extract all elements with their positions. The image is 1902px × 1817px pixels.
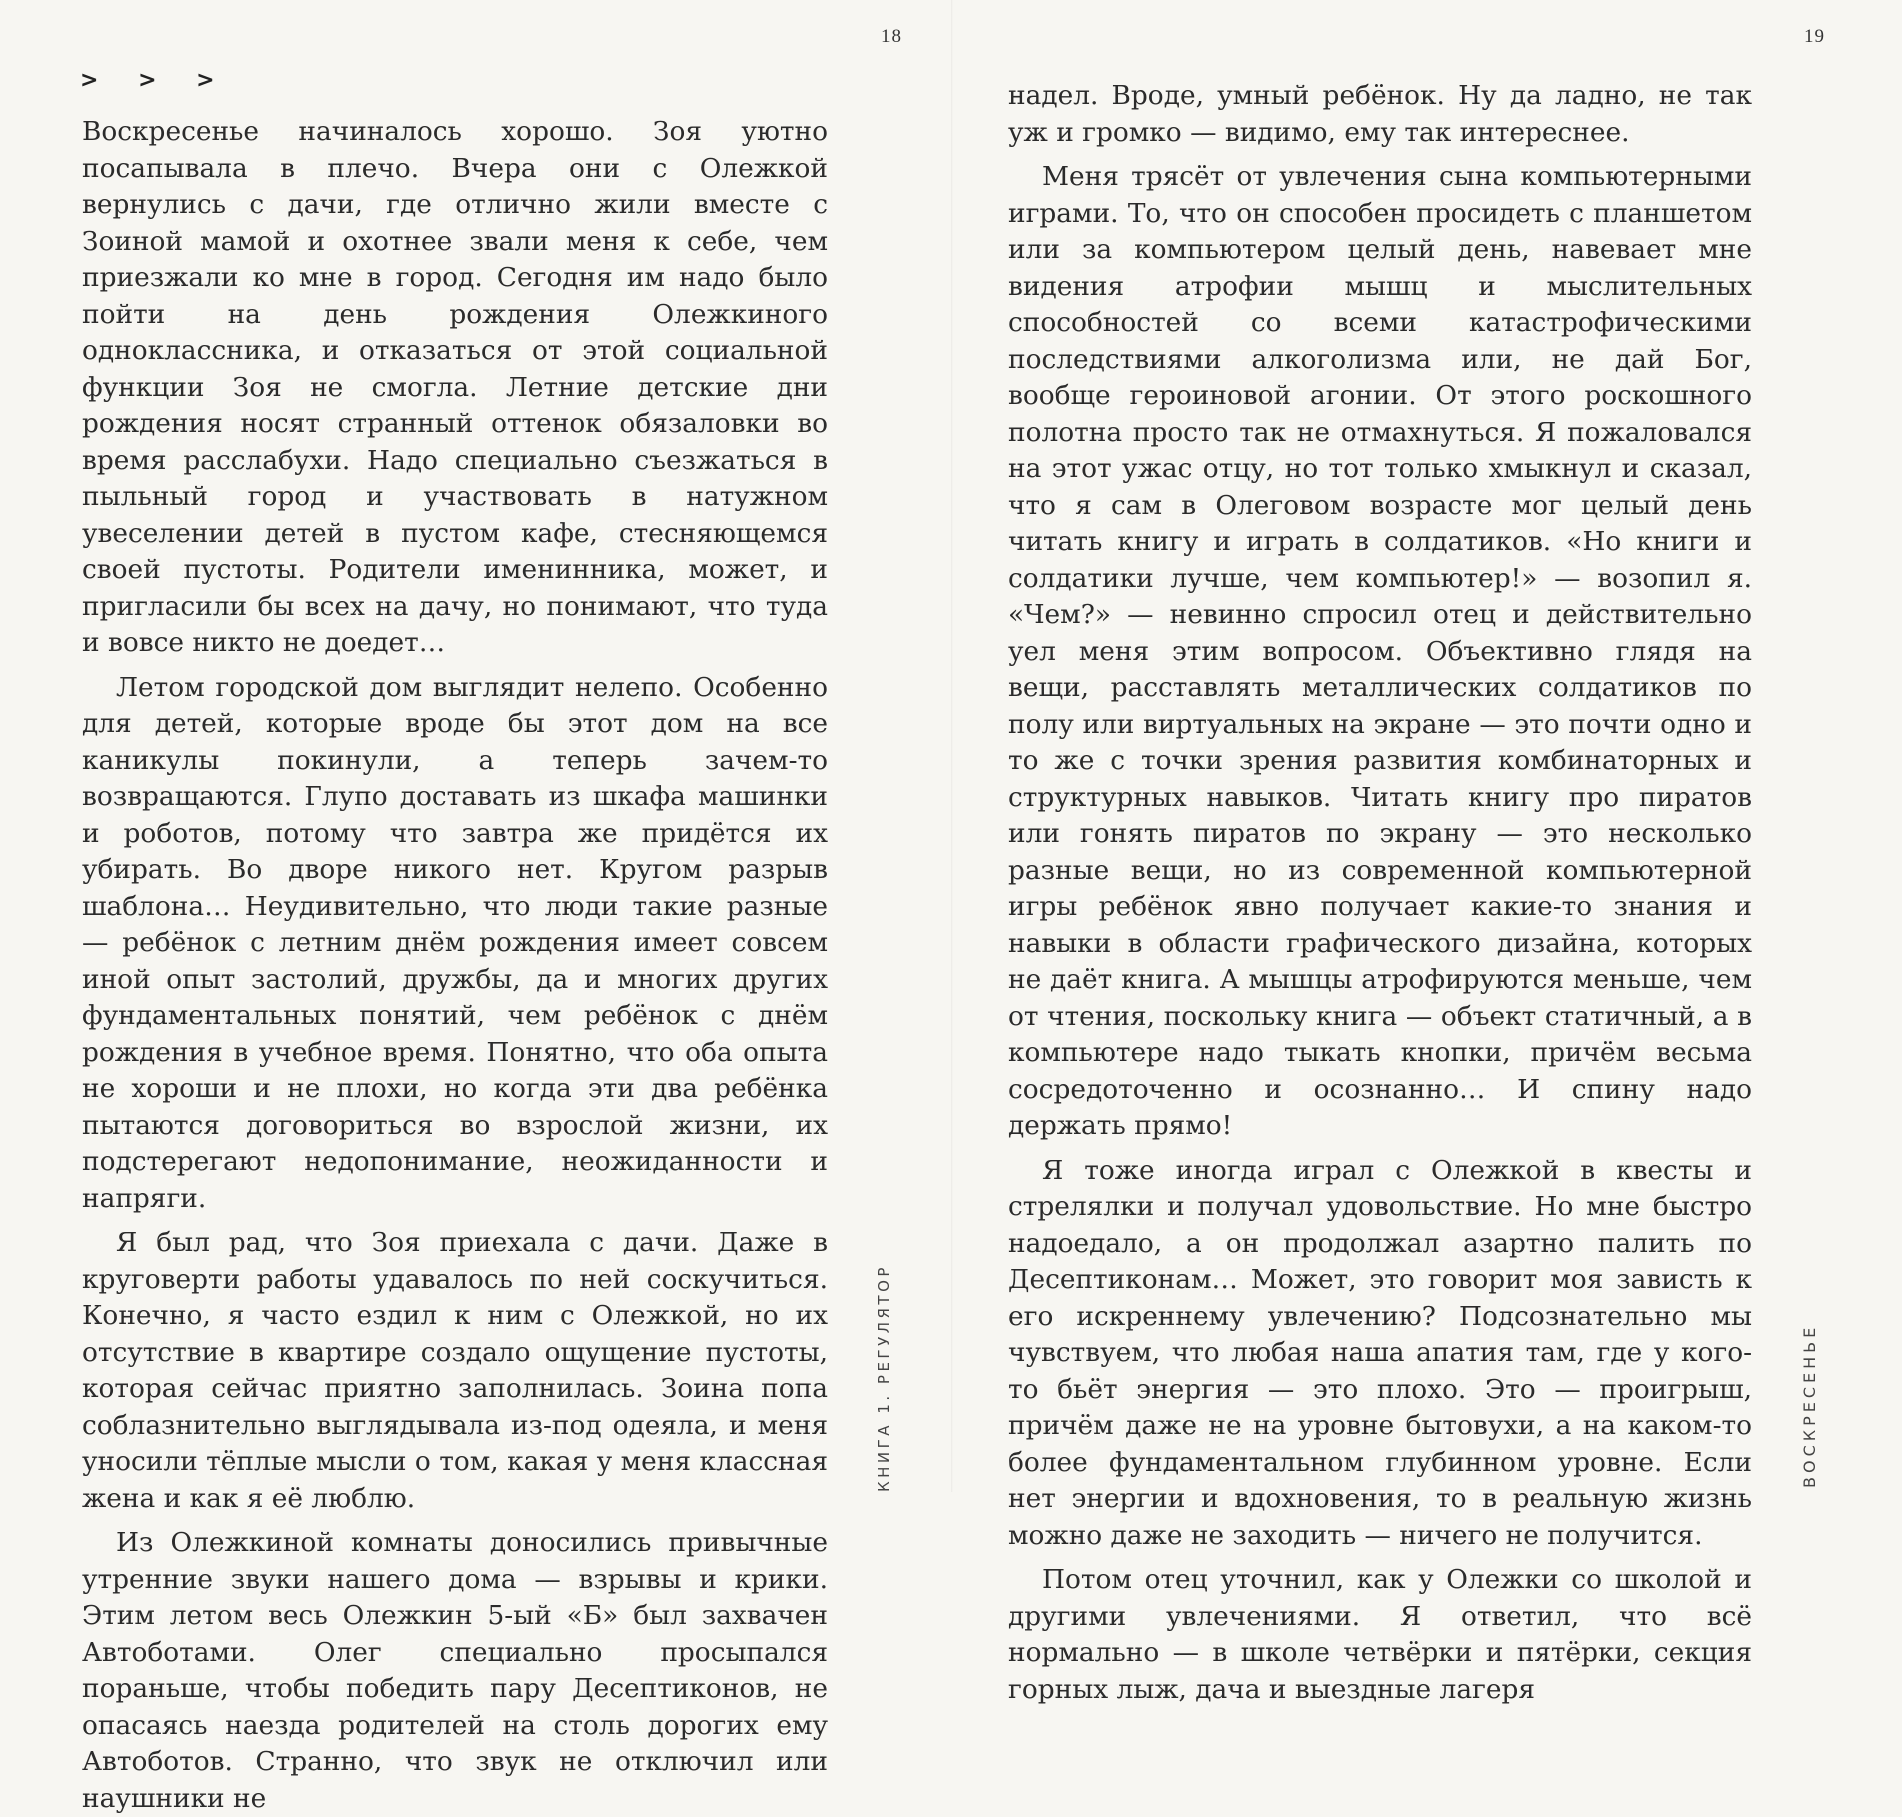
paragraph: Летом городской дом выглядит нелепо. Особенно для детей, которые вроде бы этот дом на все каникулы покинули, а теперь зачем-то возвращаются. Глупо доставать из шкафа машинки и роботов, потому что завтра же придётся их убирать. Во дворе никого нет. Кругом разрыв шаблона… Неудивительно, что люди такие разные — ребёнок с летним днём рождения имеет совсем иной опыт застолий, дружбы, да и многих других фундаментальных понятий, чем ребёнок с днём рождения в учебное время. Понятно, что оба опыта не хороши и не плохи, но когда эти два ребёнка пытаются договориться во взрослой жизни, их подстерегают недопонимание, неожиданности и напряги.	[82, 671, 828, 1214]
paragraph: Потом отец уточнил, как у Олежки со школой и другими увлечениями. Я ответил, что всё нормально — в школе четвёрки и пятёрки, секция горных лыж, дача и выездные лагеря	[1008, 1564, 1752, 1705]
paragraph: Я был рад, что Зоя приехала с дачи. Даже в круговерти работы удавалось по ней соскучиться. Конечно, я часто ездил к ним с Олежкой, но их отсутствие в квартире создало ощущение пустоты, которая сейчас приятно заполнилась. Зоина попа соблазнительно выглядывала из-под одеяла, и меня уносили тёплые мысли о том, какая у меня классная жена и как я её люблю.	[82, 1227, 828, 1514]
paragraph: Я тоже иногда играл с Олежкой в квесты и стрелялки и получал удовольствие. Но мне быстро надоедало, а он продолжал азартно палить по Десептиконам… Может, это говорит моя зависть к его искреннему увлечению? Подсознательно мы чувствуем, что любая наша апатия там, где у кого-то бьёт энергия — это плохо. Это — проигрыш, причём даже не на уровне бытовухи, а на каком-то более фундаментальном глубинном уровне. Если нет энергии и вдохновения, то в реальную жизнь можно даже не заходить — ничего не получится.	[1008, 1154, 1752, 1551]
paragraph: Из Олежкиной комнаты доносились привычные утренние звуки нашего дома — взрывы и крики. Этим летом весь Олежкин 5-ый «Б» был захвачен Автоботами. Олег специально просыпался пораньше, чтобы победить пару Десептиконов, не опасаясь наезда родителей на столь дорогих ему Автоботов. Странно, что звук не отключил или наушники не	[82, 1527, 828, 1814]
section-marker: > > >	[80, 68, 231, 93]
left-page-text	[82, 114, 828, 1817]
page-gutter	[951, 0, 953, 1492]
right-page-number: 19	[1804, 26, 1825, 47]
left-page-number: 18	[881, 26, 902, 47]
left-running-head: КНИГА 1. РЕГУЛЯТОР	[875, 1264, 893, 1492]
right-page-text	[1008, 78, 1752, 1708]
paragraph: Меня трясёт от увлечения сына компьютерными играми. То, что он способен просидеть с планшетом или за компьютером целый день, навевает мне видения атрофии мышц и мыслительных способностей со всеми катастрофическими последствиями алкоголизма или, не дай Бог, вообще героиновой агонии. От этого роскошного полотна просто так не отмахнуться. Я пожаловался на этот ужас отцу, но тот только хмыкнул и сказал, что я сам в Олеговом возрасте мог целый день читать книгу и играть в солдатиков. «Но книги и солдатики лучше, чем компьютер!» — возопил я. «Чем?» — невинно спросил отец и действительно уел меня этим вопросом. Объективно глядя на вещи, расставлять металлических солдатиков по полу или виртуальных на экране — это почти одно и то же с точки зрения развития комбинаторных и структурных навыков. Читать книгу про пиратов или гонять пиратов по экрану — это несколько разные вещи, но из современной компьютерной игры ребёнок явно получает какие-то знания и навыки в области графического дизайна, которых не даёт книга. А мышцы атрофируются меньше, чем от чтения, поскольку книга — объект статичный, а в компьютере надо тыкать кнопки, причём весьма сосредоточенно и осознанно… И спину надо держать прямо!	[1008, 161, 1752, 1141]
paragraph: Воскресенье начиналось хорошо. Зоя уютно посапывала в плечо. Вчера они с Олежкой вернулись с дачи, где отлично жили вместе с Зоиной мамой и охотнее звали меня к себе, чем приезжали ко мне в город. Сегодня им надо было пойти на день рождения Олежкиного одноклассника, и отказаться от этой социальной функции Зоя не смогла. Летние детские дни рождения носят странный оттенок обязаловки во время расслабухи. Надо специально съезжаться в пыльный город и участвовать в натужном увеселении детей в пустом кафе, стесняющемся своей пустоты. Родители именинника, может, и пригласили бы всех на дачу, но понимают, что туда и вовсе никто не доедет…	[82, 116, 828, 658]
paragraph: надел. Вроде, умный ребёнок. Ну да ладно, не так уж и громко — видимо, ему так интереснее.	[1008, 80, 1752, 148]
right-running-head: ВОСКРЕСЕНЬЕ	[1800, 1323, 1819, 1488]
